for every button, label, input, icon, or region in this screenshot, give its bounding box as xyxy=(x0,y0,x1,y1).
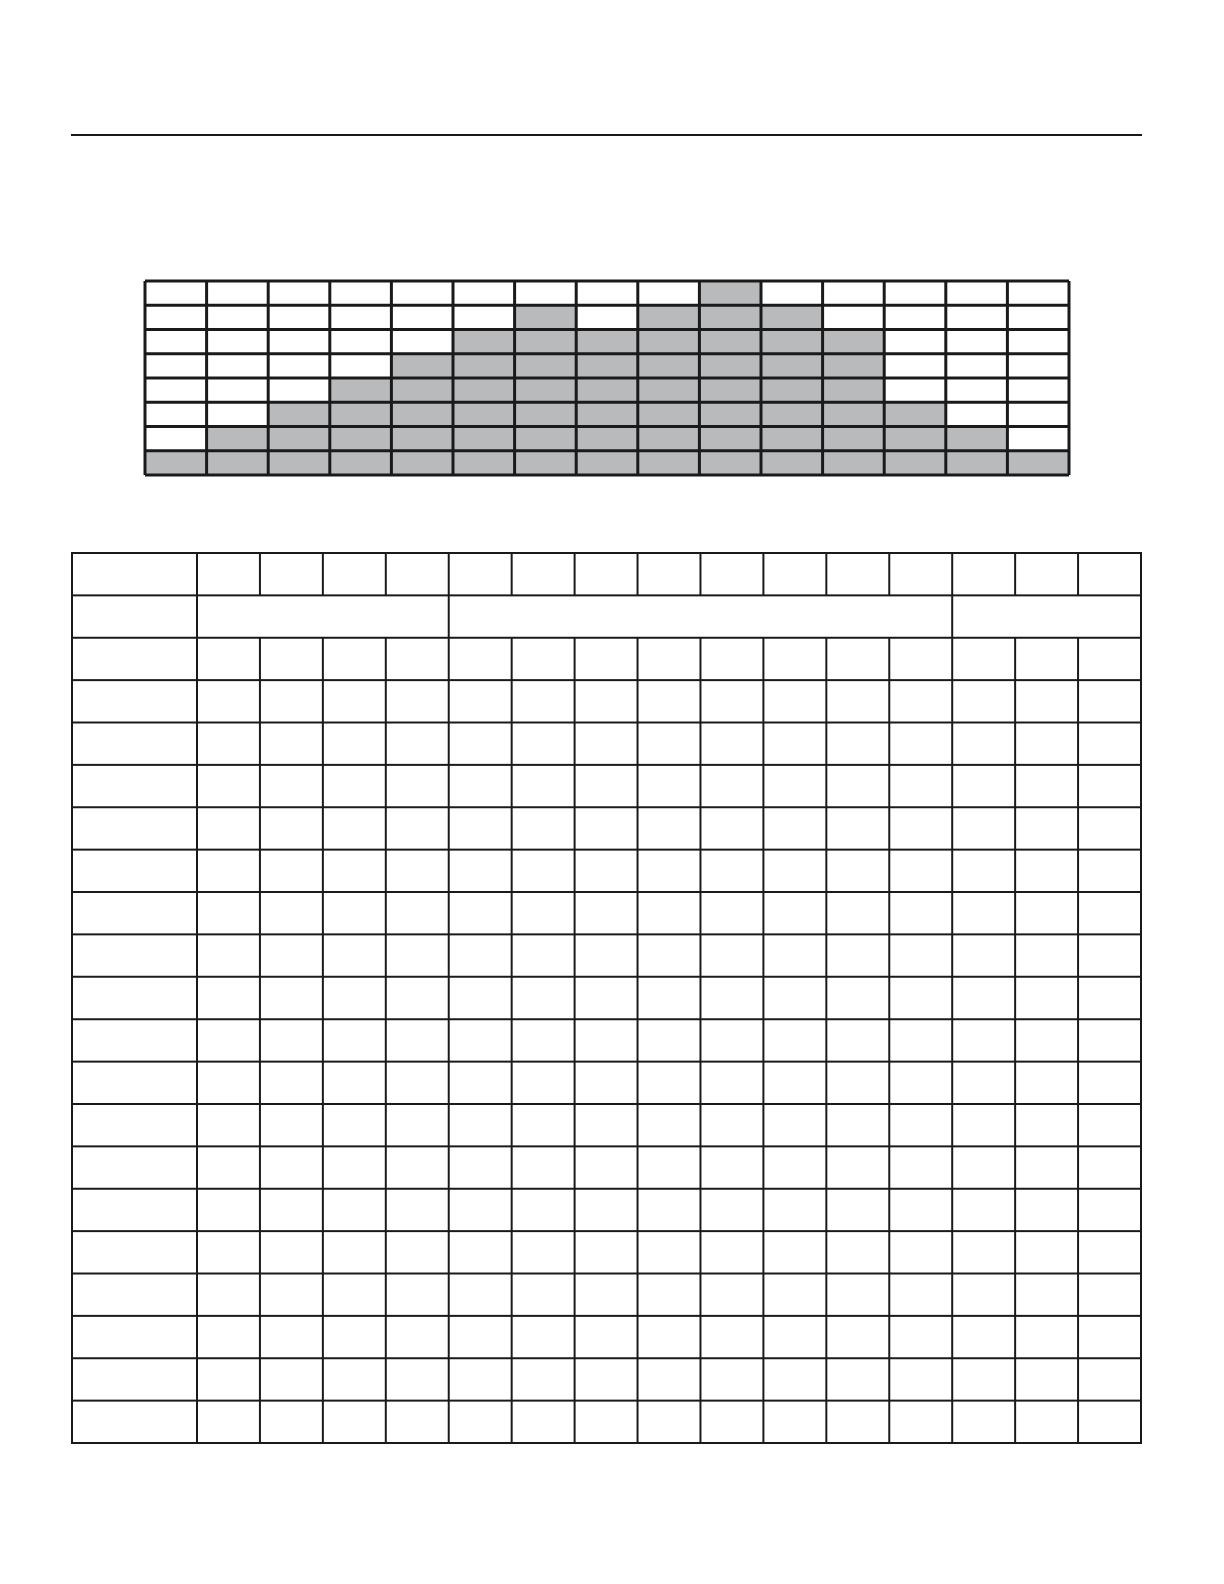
profile-cell-empty xyxy=(207,354,269,378)
profile-cell-empty xyxy=(638,281,700,305)
profile-cell-filled xyxy=(268,402,330,426)
profile-cell-filled xyxy=(515,354,577,378)
profile-cell-empty xyxy=(145,402,207,426)
profile-cell-filled xyxy=(268,451,330,475)
profile-cell-filled xyxy=(576,378,638,402)
profile-cell-filled xyxy=(638,330,700,354)
profile-cell-filled xyxy=(576,451,638,475)
profile-cell-empty xyxy=(330,281,392,305)
profile-cell-filled xyxy=(884,402,946,426)
profile-cell-filled xyxy=(761,378,823,402)
profile-cell-empty xyxy=(207,305,269,329)
profile-cell-empty xyxy=(1007,378,1069,402)
profile-cell-filled xyxy=(330,378,392,402)
profile-cell-filled xyxy=(453,330,515,354)
profile-cell-empty xyxy=(145,378,207,402)
profile-cell-filled xyxy=(699,354,761,378)
profile-cell-empty xyxy=(268,354,330,378)
profile-cell-filled xyxy=(330,451,392,475)
log-table xyxy=(71,552,1143,1445)
profile-cell-filled xyxy=(576,427,638,451)
profile-cell-filled xyxy=(453,402,515,426)
profile-cell-filled xyxy=(638,451,700,475)
profile-cell-filled xyxy=(638,402,700,426)
profile-cell-filled xyxy=(699,281,761,305)
profile-cell-filled xyxy=(884,451,946,475)
profile-cell-empty xyxy=(330,305,392,329)
profile-cell-filled xyxy=(946,427,1008,451)
profile-cell-empty xyxy=(515,281,577,305)
profile-cell-empty xyxy=(207,330,269,354)
profile-cell-empty xyxy=(453,281,515,305)
top-rule xyxy=(71,134,1142,136)
profile-cell-empty xyxy=(330,354,392,378)
profile-cell-filled xyxy=(699,330,761,354)
profile-cell-empty xyxy=(946,402,1008,426)
profile-cell-filled xyxy=(699,378,761,402)
profile-cell-empty xyxy=(761,281,823,305)
profile-cell-empty xyxy=(268,305,330,329)
profile-cell-empty xyxy=(946,378,1008,402)
profile-cell-empty xyxy=(391,330,453,354)
profile-cell-empty xyxy=(207,402,269,426)
profile-cell-filled xyxy=(453,378,515,402)
profile-cell-empty xyxy=(207,281,269,305)
profile-cell-filled xyxy=(391,354,453,378)
profile-cell-empty xyxy=(823,281,885,305)
profile-cell-filled xyxy=(823,427,885,451)
profile-cell-empty xyxy=(1007,402,1069,426)
profile-cell-empty xyxy=(946,305,1008,329)
profile-cell-filled xyxy=(391,451,453,475)
profile-cell-filled xyxy=(638,305,700,329)
profile-cell-empty xyxy=(576,281,638,305)
profile-cell-empty xyxy=(145,427,207,451)
profile-cell-filled xyxy=(330,402,392,426)
profile-cell-empty xyxy=(576,305,638,329)
profile-cell-empty xyxy=(145,330,207,354)
profile-cell-empty xyxy=(1007,281,1069,305)
profile-cell-filled xyxy=(823,330,885,354)
profile-cell-filled xyxy=(761,427,823,451)
table-border xyxy=(72,553,1141,1443)
profile-cell-filled xyxy=(453,354,515,378)
profile-cell-empty xyxy=(1007,354,1069,378)
profile-cell-filled xyxy=(946,451,1008,475)
profile-cell-empty xyxy=(268,330,330,354)
profile-cell-empty xyxy=(145,281,207,305)
profile-cell-empty xyxy=(1007,427,1069,451)
profile-cell-filled xyxy=(576,354,638,378)
profile-cell-empty xyxy=(884,281,946,305)
profile-cell-empty xyxy=(453,305,515,329)
profile-cell-filled xyxy=(638,378,700,402)
profile-cell-filled xyxy=(823,378,885,402)
profile-cell-filled xyxy=(761,305,823,329)
profile-cell-filled xyxy=(576,330,638,354)
profile-cell-filled xyxy=(145,451,207,475)
profile-cell-filled xyxy=(453,451,515,475)
profile-cell-filled xyxy=(515,305,577,329)
profile-cell-filled xyxy=(884,427,946,451)
profile-cell-filled xyxy=(207,451,269,475)
profile-cell-empty xyxy=(884,330,946,354)
profile-cell-empty xyxy=(391,305,453,329)
profile-cell-filled xyxy=(823,451,885,475)
profile-cell-filled xyxy=(823,402,885,426)
profile-cell-filled xyxy=(699,305,761,329)
profile-cell-filled xyxy=(515,378,577,402)
profile-cell-filled xyxy=(391,378,453,402)
profile-cell-filled xyxy=(576,402,638,426)
profile-cell-empty xyxy=(330,330,392,354)
profile-cell-empty xyxy=(207,378,269,402)
profile-cell-filled xyxy=(823,354,885,378)
profile-cell-empty xyxy=(946,281,1008,305)
profile-cell-empty xyxy=(823,305,885,329)
profile-cell-filled xyxy=(515,330,577,354)
profile-cell-empty xyxy=(884,305,946,329)
profile-cell-empty xyxy=(391,281,453,305)
profile-cell-empty xyxy=(884,378,946,402)
profile-cell-filled xyxy=(453,427,515,451)
profile-cell-filled xyxy=(207,427,269,451)
profile-cell-filled xyxy=(515,427,577,451)
profile-cell-empty xyxy=(268,378,330,402)
profile-cell-filled xyxy=(515,402,577,426)
profile-cell-filled xyxy=(699,451,761,475)
profile-cell-filled xyxy=(699,402,761,426)
profile-cell-filled xyxy=(330,427,392,451)
profile-cell-empty xyxy=(268,281,330,305)
profile-cell-filled xyxy=(761,354,823,378)
profile-cell-filled xyxy=(761,402,823,426)
profile-cell-filled xyxy=(391,427,453,451)
profile-cell-empty xyxy=(1007,330,1069,354)
profile-cell-empty xyxy=(946,330,1008,354)
profile-cell-filled xyxy=(761,451,823,475)
profile-cell-empty xyxy=(145,354,207,378)
profile-cell-filled xyxy=(638,354,700,378)
profile-chart xyxy=(143,279,1071,479)
profile-cell-filled xyxy=(699,427,761,451)
profile-cell-filled xyxy=(515,451,577,475)
profile-cell-empty xyxy=(884,354,946,378)
profile-cell-filled xyxy=(1007,451,1069,475)
profile-cell-filled xyxy=(761,330,823,354)
profile-cell-filled xyxy=(268,427,330,451)
profile-cell-filled xyxy=(391,402,453,426)
profile-cell-empty xyxy=(145,305,207,329)
profile-cell-empty xyxy=(946,354,1008,378)
profile-cell-empty xyxy=(1007,305,1069,329)
profile-cell-filled xyxy=(638,427,700,451)
